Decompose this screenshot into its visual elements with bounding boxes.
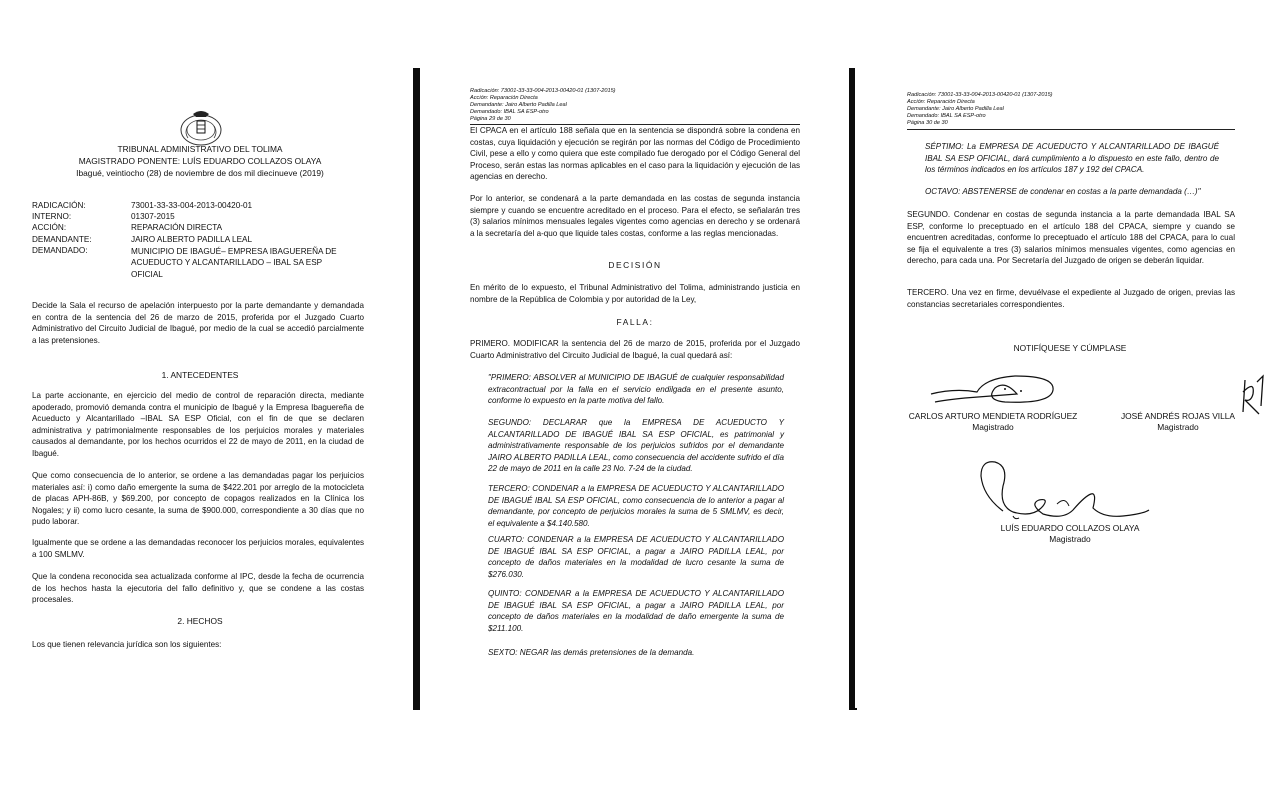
notifiquese-heading: NOTIFÍQUESE Y CÚMPLASE — [1013, 343, 1127, 353]
field-label-radicacion: RADICACIÓN: — [32, 201, 86, 210]
quote-quinto: QUINTO: CONDENAR a la EMPRESA DE ACUEDUCTO Y ALCANTARILLADO DE IBAGUÉ IBAL SA ESP OFICIAL, a pagar a JAIRO PADILLA LEAL, por concepto de daños materiales en la modalidad de daño emergente la suma de $211.100. — [488, 589, 784, 633]
antecedentes-paragraph-1: La parte accionante, en ejercicio del medio de control de reparación directa, mediante apoderado, promovió demanda contra el municipio de Ibagué y la Empresa Ibaguereña de Acueducto y Alcantarillado –IBAL SA ESP Oficial, con el fin de que se declaren administrativa y patrimonialmente responsables de los perjuicios morales y materiales causados al demandante, por los hechos ocurridos el 22 de mayo de 2011, en la ciudad de Ibagué. — [32, 391, 364, 458]
signature-collazos — [973, 456, 1153, 526]
segundo-paragraph: SEGUNDO. Condenar en costas de segunda instancia a la parte demandada IBAL SA ESP, conforme lo preceptuado en el artículo 188 del CPACA, siempre y cuando se encuentren acreditadas, conforme lo preceptuado el artículo 188 del CPACA, para lo cual se fija el equivalente a tres (3) salarios mínimos mensuales vigentes, como agencias en derecho, para cada una. Por Secretaría del Juzgado de origen se deberán liquidar. — [907, 210, 1235, 266]
intro-paragraph: Decide la Sala el recurso de apelación interpuesto por la parte demandante y demandada en contra de la sentencia del 26 de marzo de 2015, proferida por el Juzgado Cuarto Administrativo del Circuito Judicial de Ibagué, por medio de la cual se accedió parcialmente a las pretensiones. — [32, 301, 364, 345]
quote-sexto: SEXTO: NEGAR las demás pretensiones de la demanda. — [488, 648, 695, 657]
magistrate-line: MAGISTRADO PONENTE: LUÍS EDUARDO COLLAZOS OLAYA — [78, 156, 322, 166]
section-antecedentes: 1. ANTECEDENTES — [161, 370, 239, 380]
quote-tercero: TERCERO: CONDENAR a la EMPRESA DE ACUEDUCTO Y ALCANTARILLADO DE IBAGUÉ IBAL SA ESP OFICIAL, como consecuencia de lo anterior a pagar al demandante, por concepto de perjuicios morales la suma de 5 SMLMV, es decir, el equivalente a $4.140.580. — [488, 484, 784, 528]
antecedentes-paragraph-4: Que la condena reconocida sea actualizada conforme al IPC, desde la fecha de ocurrencia de los hechos hasta la ejecutoria del fallo definitivo y, que se condene a las costas procesales. — [32, 572, 364, 605]
tercero-paragraph: TERCERO. Una vez en firme, devuélvase el expediente al Juzgado de origen, previas las constancias secretariales correspondientes. — [907, 288, 1235, 309]
signer-2-role: Magistrado — [1157, 422, 1199, 432]
header-accion: Acción: Reparación Directa — [907, 99, 975, 105]
hechos-intro: Los que tienen relevancia jurídica son los siguientes: — [32, 640, 222, 649]
field-value-radicacion: 73001-33-33-004-2013-00420-01 — [131, 201, 253, 210]
coat-of-arms-seal-icon — [178, 108, 224, 148]
header-demandado: Demandado: IBAL SA ESP-otro — [907, 113, 986, 119]
page-edge-shadow-left — [413, 68, 420, 710]
field-value-demandado: MUNICIPIO DE IBAGUÉ– EMPRESA IBAGUEREÑA DE ACUEDUCTO Y ALCANTARILLADO – IBAL SA ESP OFICIAL — [131, 247, 337, 279]
quote-octavo: OCTAVO: ABSTENERSE de condenar en costas a la parte demandada (…)" — [925, 187, 1201, 196]
header-demandante: Demandante: Jairo Alberto Padilla Leal — [470, 102, 567, 108]
header-rule — [907, 129, 1235, 130]
quote-cuarto: CUARTO: CONDENAR a la EMPRESA DE ACUEDUCTO Y ALCANTARILLADO DE IBAGUÉ IBAL SA ESP OFICIAL, a pagar a JAIRO PADILLA LEAL, por concepto de daños materiales en la modalidad de lucro cesante la suma de $276.030. — [488, 535, 784, 579]
field-label-demandado: DEMANDADO: — [32, 246, 88, 255]
document-page-1 — [0, 50, 400, 740]
decision-heading: DECISIÓN — [608, 260, 662, 270]
signer-2-name: JOSÉ ANDRÉS ROJAS VILLA — [1120, 411, 1236, 421]
field-value-demandante: JAIRO ALBERTO PADILLA LEAL — [131, 235, 253, 244]
header-radicacion: Radicación: 73001-33-33-004-2013-00420-01 (1307-2015) — [470, 88, 616, 94]
document-page-2 — [420, 68, 850, 710]
court-name: TRIBUNAL ADMINISTRATIVO DEL TOLIMA — [117, 144, 283, 154]
field-value-accion: REPARACIÓN DIRECTA — [131, 223, 223, 232]
quote-septimo: SÉPTIMO: La EMPRESA DE ACUEDUCTO Y ALCANTARILLADO DE IBAGUÉ IBAL SA ESP OFICIAL, dará cumplimiento a lo dispuesto en este fallo, dentro de los términos indicados en los artículos 187 y 192 del CPACA. — [925, 142, 1219, 175]
quote-segundo: SEGUNDO: DECLARAR que la EMPRESA DE ACUEDUCTO Y ALCANTARILLADO DE IBAGUÉ IBAL SA ESP OFICIAL, es patrimonial y administrativamente responsable de los perjuicios sufridos por el demandante JAIRO ALBERTO PADILLA LEAL, como consecuencia del accidente sufrido el día 22 de mayo de 2011 en la calle 23 No. 7-24 de la ciudad. — [488, 418, 784, 474]
signer-3-role: Magistrado — [1049, 534, 1091, 544]
condena-paragraph: Por lo anterior, se condenará a la parte demandada en las costas de segunda instancia siempre y cuando se encuentre acreditado en el proceso. Para el efecto, se señalarán tres (3) salarios mínimos mensuales legales vigentes como agencias en derecho y se ordenará a la secretaría del a-quo que liquide tales costas, conforme a las reglas mencionadas. — [470, 194, 800, 238]
field-label-accion: ACCIÓN: — [32, 223, 67, 232]
document-page-3 — [855, 68, 1280, 708]
signer-3-name: LUÍS EDUARDO COLLAZOS OLAYA — [1000, 523, 1140, 533]
signer-1-role: Magistrado — [972, 422, 1014, 432]
header-pagina: Página 29 de 30 — [470, 116, 511, 122]
costas-paragraph: El CPACA en el artículo 188 señala que en la sentencia se dispondrá sobre la condena en costas, cuya liquidación y ejecución se regirán por las normas del Código de Procedimiento Civil, pese a ello y como quiera que este compilado fue derogado por el Código General del Proceso, serán estas las normas aplicables en el caso para la liquidación y ejecución de las agencias en derecho. — [470, 126, 800, 182]
field-label-demandante: DEMANDANTE: — [32, 235, 92, 244]
header-radicacion: Radicación: 73001-33-33-004-2013-00420-01 (1307-2015) — [907, 92, 1053, 98]
field-label-interno: INTERNO: — [32, 212, 72, 221]
field-value-interno: 01307-2015 — [131, 212, 175, 221]
signature-mendieta — [925, 368, 1065, 412]
section-hechos: 2. HECHOS — [177, 616, 223, 626]
page-edge-right — [1268, 55, 1280, 745]
merito-paragraph: En mérito de lo expuesto, el Tribunal Administrativo del Tolima, administrando justicia en nombre de la República de Colombia y por autoridad de la Ley, — [470, 283, 800, 304]
header-accion: Acción: Reparación Directa — [470, 95, 538, 101]
antecedentes-paragraph-3: Igualmente que se ordene a las demandadas reconocer los perjuicios morales, equivalentes a 100 SMLMV. — [32, 538, 364, 559]
header-demandado: Demandado: IBAL SA ESP-otro — [470, 109, 549, 115]
primero-paragraph: PRIMERO. MODIFICAR la sentencia del 26 de marzo de 2015, proferida por el Juzgado Cuarto Administrativo del Circuito Judicial de Ibagué, la cual quedará así: — [470, 339, 800, 360]
falla-heading: FALLA: — [616, 317, 654, 327]
antecedentes-paragraph-2: Que como consecuencia de lo anterior, se ordene a las demandadas pagar los perjuicios materiales así: i) como daño emergente la suma de $422.201 por arreglo de la motocicleta de placas APH-86B, y $69.200, por concepto de copagos realizados en la Clínica los Nogales; y ii) como lucro cesante, la suma de $900.000, correspondiente a 30 días que no pudo laborar. — [32, 471, 364, 527]
header-pagina: Página 30 de 30 — [907, 120, 948, 126]
signer-1-name: CARLOS ARTURO MENDIETA RODRÍGUEZ — [908, 411, 1078, 421]
date-line: Ibagué, veintiocho (28) de noviembre de dos mil diecinueve (2019) — [76, 168, 324, 178]
header-demandante: Demandante: Jairo Alberto Padilla Leal — [907, 106, 1004, 112]
quote-primero: "PRIMERO: ABSOLVER al MUNICIPIO DE IBAGUÉ de cualquier responsabilidad extracontractual por la falla en el servicio endilgada en el presente asunto, conforme lo expuesto en la parte motiva del fallo. — [488, 373, 784, 406]
